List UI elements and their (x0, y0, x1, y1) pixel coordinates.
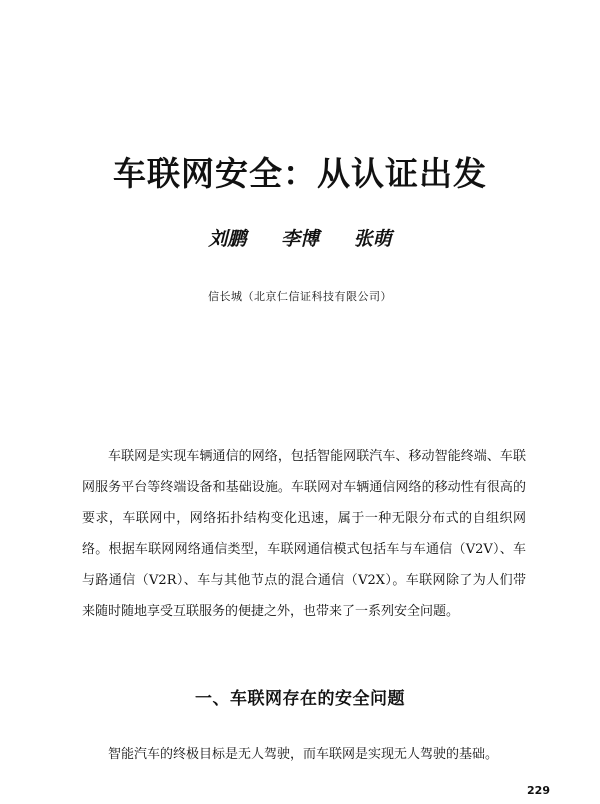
section-heading: 一、车联网存在的安全问题 (195, 689, 405, 709)
article-title: 车联网安全：从认证出发 (113, 154, 487, 193)
section-paragraph: 智能汽车的终极目标是无人驾驶，而车联网是实现无人驾驶的基础。 (108, 747, 499, 762)
intro-paragraph: 车联网是实现车辆通信的网络，包括智能网联汽车、移动智能终端、车联网服务平台等终端设备和基础设施。车联网对车辆通信网络的移动性有很高的要求，车联网中，网络拓扑结构变化迅速，属于一种无限分布式的自组织网络。根据车联网网络通信类型，车联网通信模式包括车与车通信（V2V）、车与路通信（V2R）、车与其他节点的混合通信（V2X）。车联网除了为人们带来随时随地享受互联服务的便捷之外，也带来了一系列安全问题。 (82, 449, 526, 619)
author-name: 刘鹏 (208, 228, 247, 250)
author-list (0, 224, 600, 251)
page-number: 229 (527, 784, 550, 797)
author-name: 李博 (280, 228, 319, 250)
author-affiliation: 信长城（北京仁信证科技有限公司） (208, 290, 392, 303)
author-name: 张萌 (353, 228, 392, 250)
